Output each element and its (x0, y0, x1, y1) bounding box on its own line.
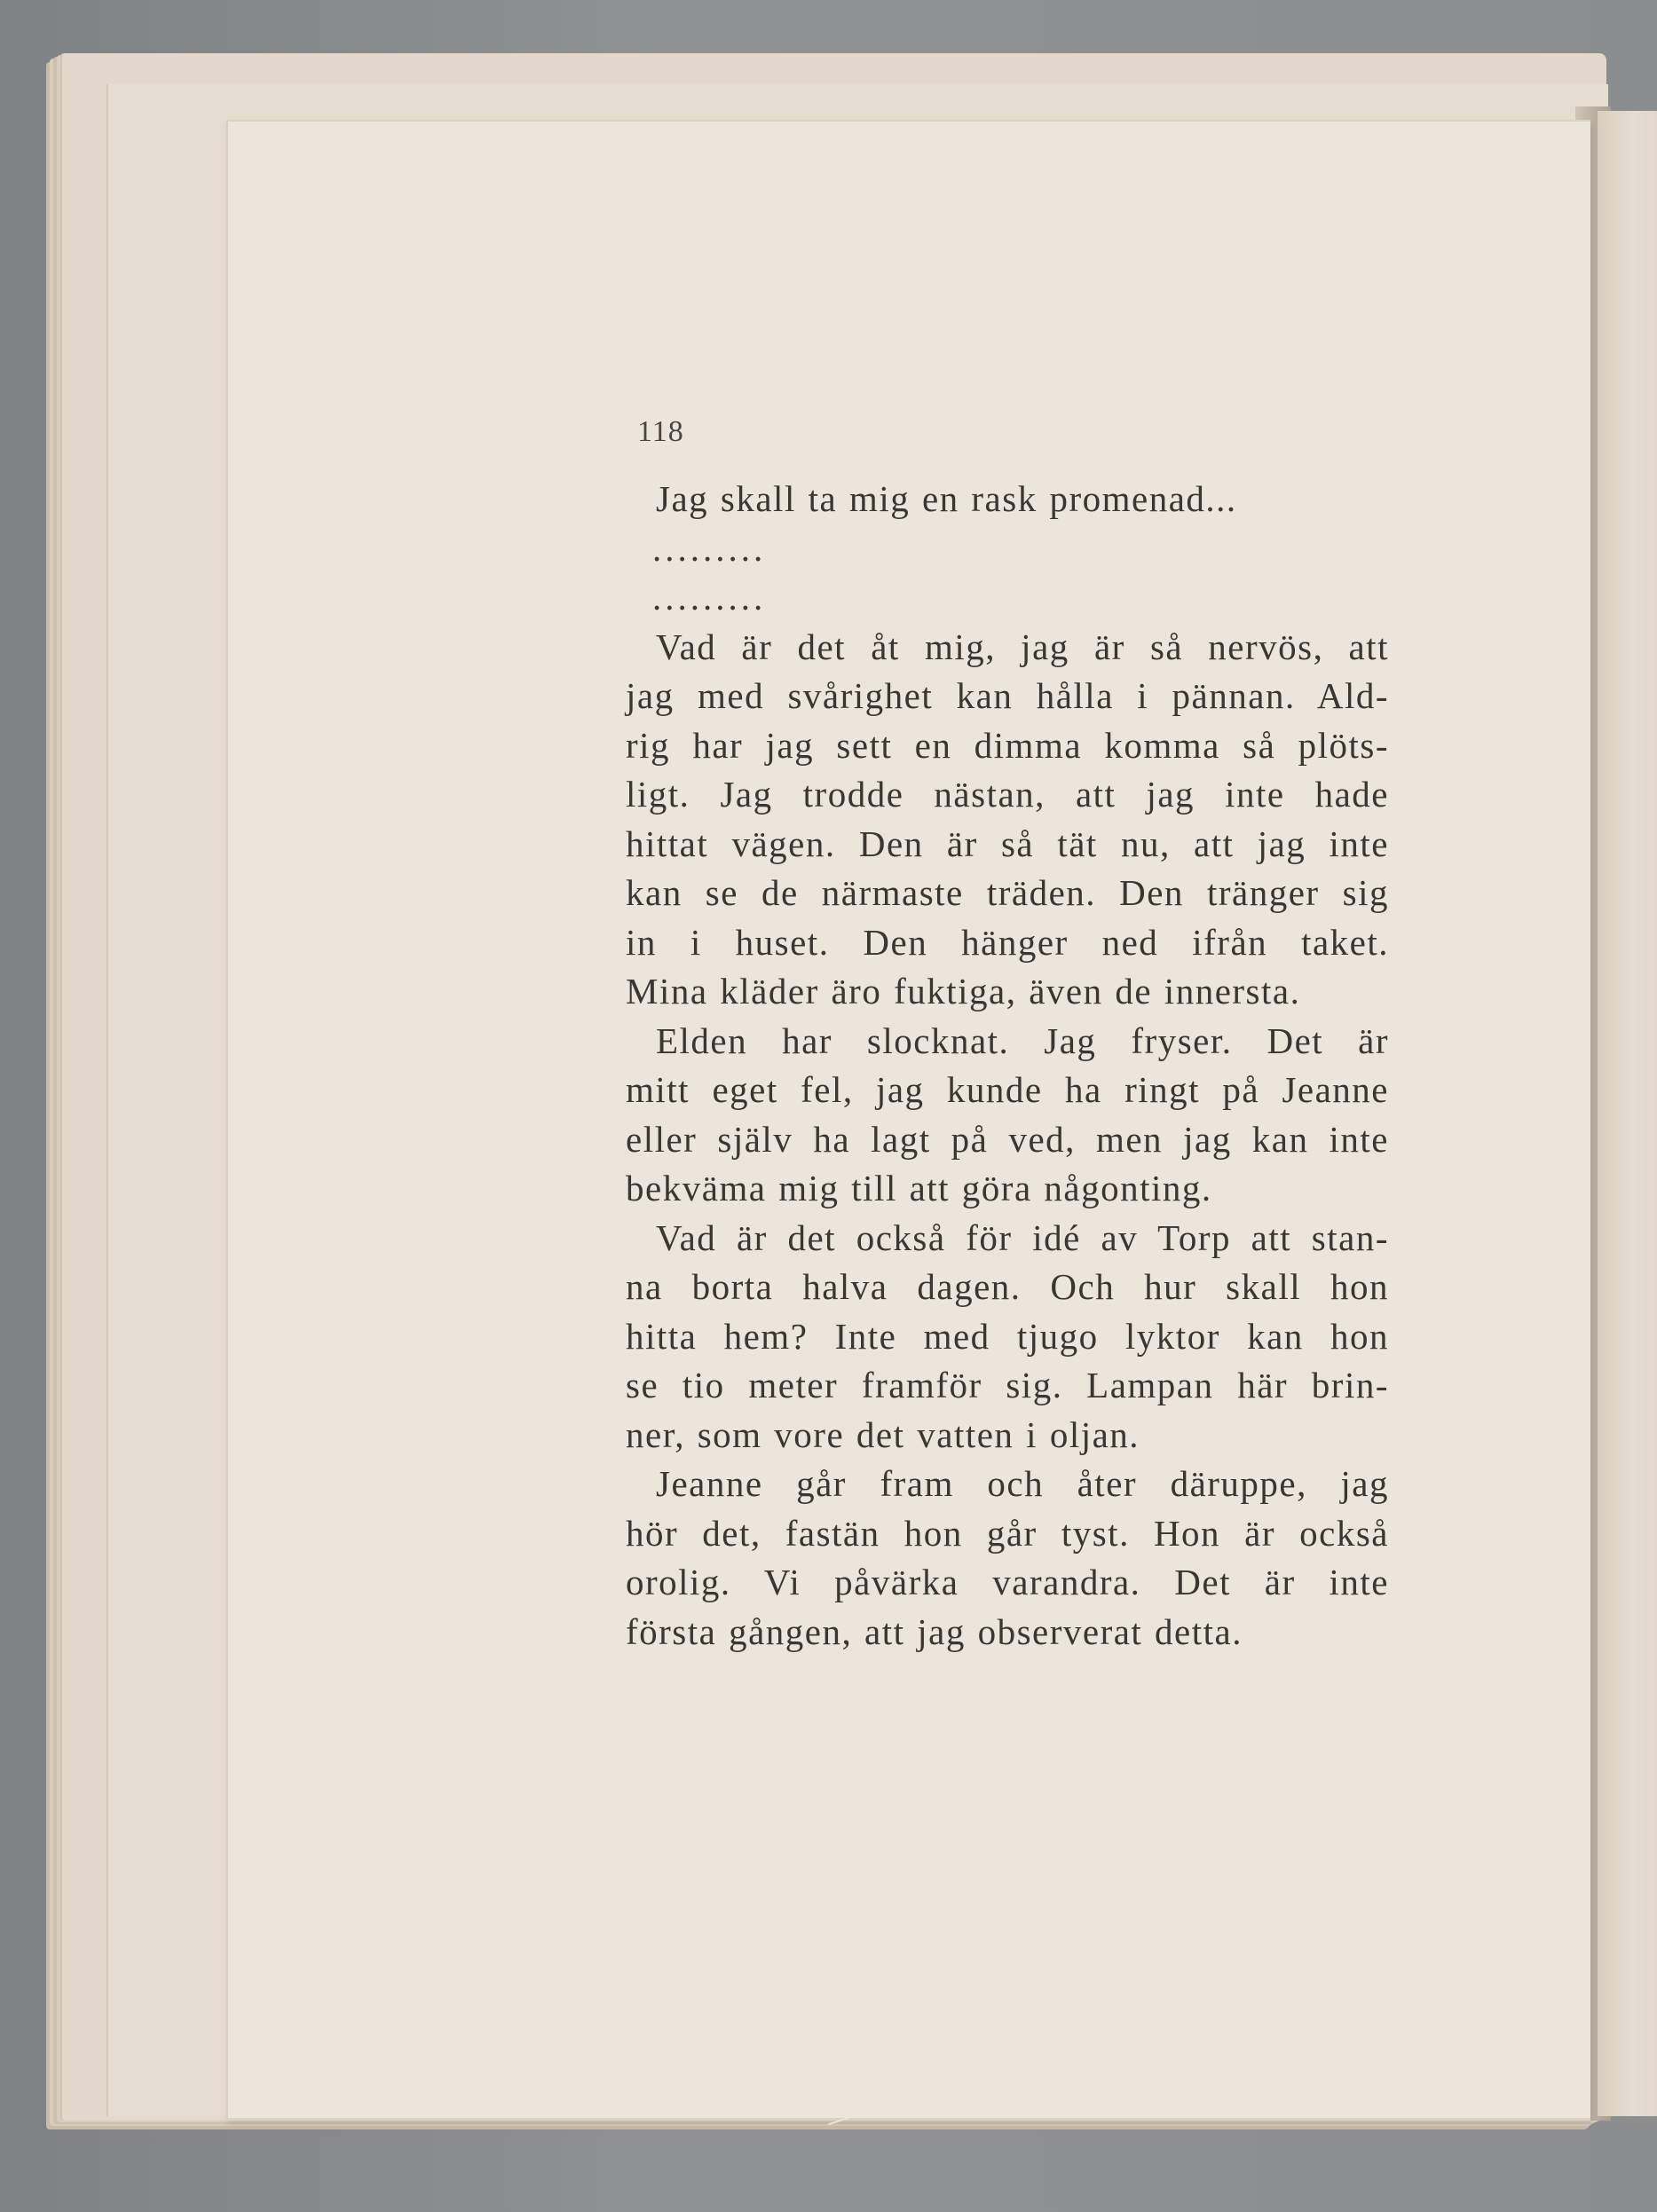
text-line: hitta hem? Inte med tjugo lyktor kan hon (626, 1315, 1389, 1357)
ellipsis-line: ......... (652, 577, 767, 618)
text-line: Vad är det också för idé av Torp att stan- (656, 1216, 1389, 1258)
facing-page-edge (1598, 111, 1657, 2116)
text-line: ner, som vore det vatten i oljan. (626, 1413, 1140, 1455)
text-line: orolig. Vi påvärka varandra. Det är inte (626, 1562, 1389, 1602)
text-line: mitt eget fel, jag kunde ha ringt på Jeanne (626, 1069, 1389, 1110)
text-line: ligt. Jag trodde nästan, att jag inte hade (626, 774, 1389, 815)
page-text (626, 475, 1389, 1657)
text-line: bekväma mig till att göra någonting. (626, 1168, 1212, 1208)
text-line: in i huset. Den hänger ned ifrån taket. (626, 921, 1389, 963)
text-line: Vad är det åt mig, jag är så nervös, att (656, 626, 1389, 667)
page-number: 118 (637, 415, 684, 448)
text-line: jag med svårighet kan hålla i pännan. Ald- (626, 675, 1389, 716)
text-line: na borta halva dagen. Och hur skall hon (626, 1266, 1389, 1307)
text-line: Jag skall ta mig en rask promenad... (656, 478, 1237, 519)
text-line: Jeanne går fram och åter däruppe, jag (656, 1463, 1389, 1504)
text-line: hör det, fastän hon går tyst. Hon är också (626, 1512, 1389, 1554)
text-line: Elden har slocknat. Jag fryser. Det är (656, 1019, 1389, 1061)
text-line: hittat vägen. Den är så tät nu, att jag inte (626, 823, 1389, 864)
text-line: se tio meter framför sig. Lampan här brin- (626, 1365, 1389, 1405)
text-line: kan se de närmaste träden. Den tränger sig (626, 872, 1389, 913)
text-line: första gången, att jag observerat detta. (626, 1610, 1243, 1652)
text-line: rig har jag sett en dimma komma så plöts- (626, 724, 1389, 766)
ellipsis-line: ......... (652, 527, 767, 569)
text-line: Mina kläder äro fuktiga, även de innersta. (626, 971, 1301, 1012)
text-line: eller själv ha lagt på ved, men jag kan inte (626, 1118, 1389, 1160)
